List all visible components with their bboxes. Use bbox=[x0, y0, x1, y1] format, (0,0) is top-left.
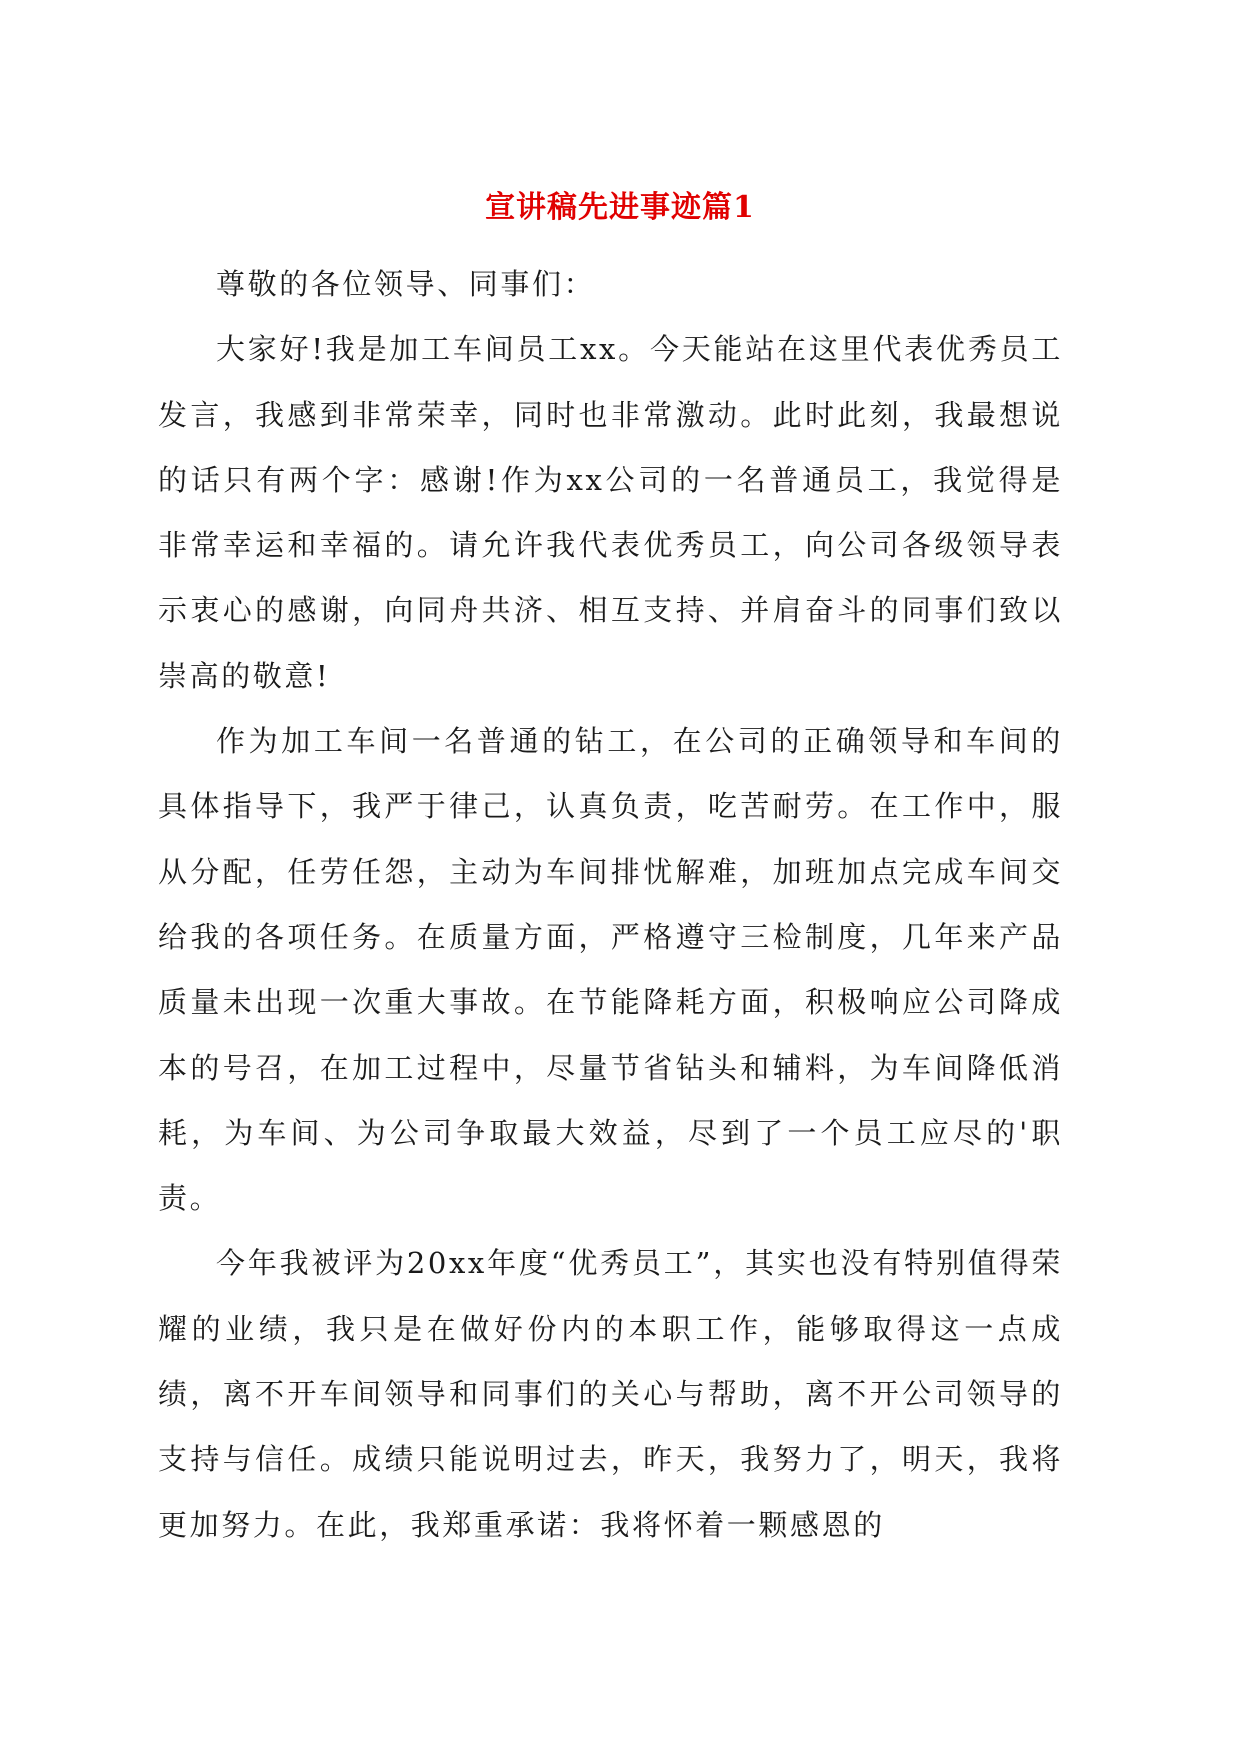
document-title: 宣讲稿先进事迹篇1 bbox=[485, 190, 755, 225]
paragraph-award: 今年我被评为20xx年度“优秀员工”，其实也没有特别值得荣耀的业绩，我只是在做好份内的本职工作，能够取得这一点成绩，离不开车间领导和同事们的关心与帮助，离不开公司领导的支持与信任。成绩只能说明过去，昨天，我努力了，明天，我将更加努力。在此，我郑重承诺：我将怀着一颗感恩的 bbox=[158, 1246, 1063, 1542]
paragraph-greeting: 大家好!我是加工车间员工xx。今天能站在这里代表优秀员工发言，我感到非常荣幸，同时也非常激动。此时此刻，我最想说的话只有两个字：感谢!作为xx公司的一名普通员工，我觉得是非常幸运和幸福的。请允许我代表优秀员工，向公司各级领导表示衷心的感谢，向同舟共济、相互支持、并肩奋斗的同事们致以崇高的敬意! bbox=[158, 332, 1063, 693]
paragraph-salutation: 尊敬的各位领导、同事们： bbox=[216, 267, 596, 301]
paragraph-work-description: 作为加工车间一名普通的钻工，在公司的正确领导和车间的具体指导下，我严于律己，认真负责，吃苦耐劳。在工作中，服从分配，任劳任怨，主动为车间排忧解难，加班加点完成车间交给我的各项任务。在质量方面，严格遵守三检制度，几年来产品质量未出现一次重大事故。在节能降耗方面，积极响应公司降成本的号召，在加工过程中，尽量节省钻头和辅料，为车间降低消耗，为车间、为公司争取最大效益，尽到了一个员工应尽的'职责。 bbox=[158, 724, 1063, 1216]
document-body bbox=[158, 252, 1063, 1558]
